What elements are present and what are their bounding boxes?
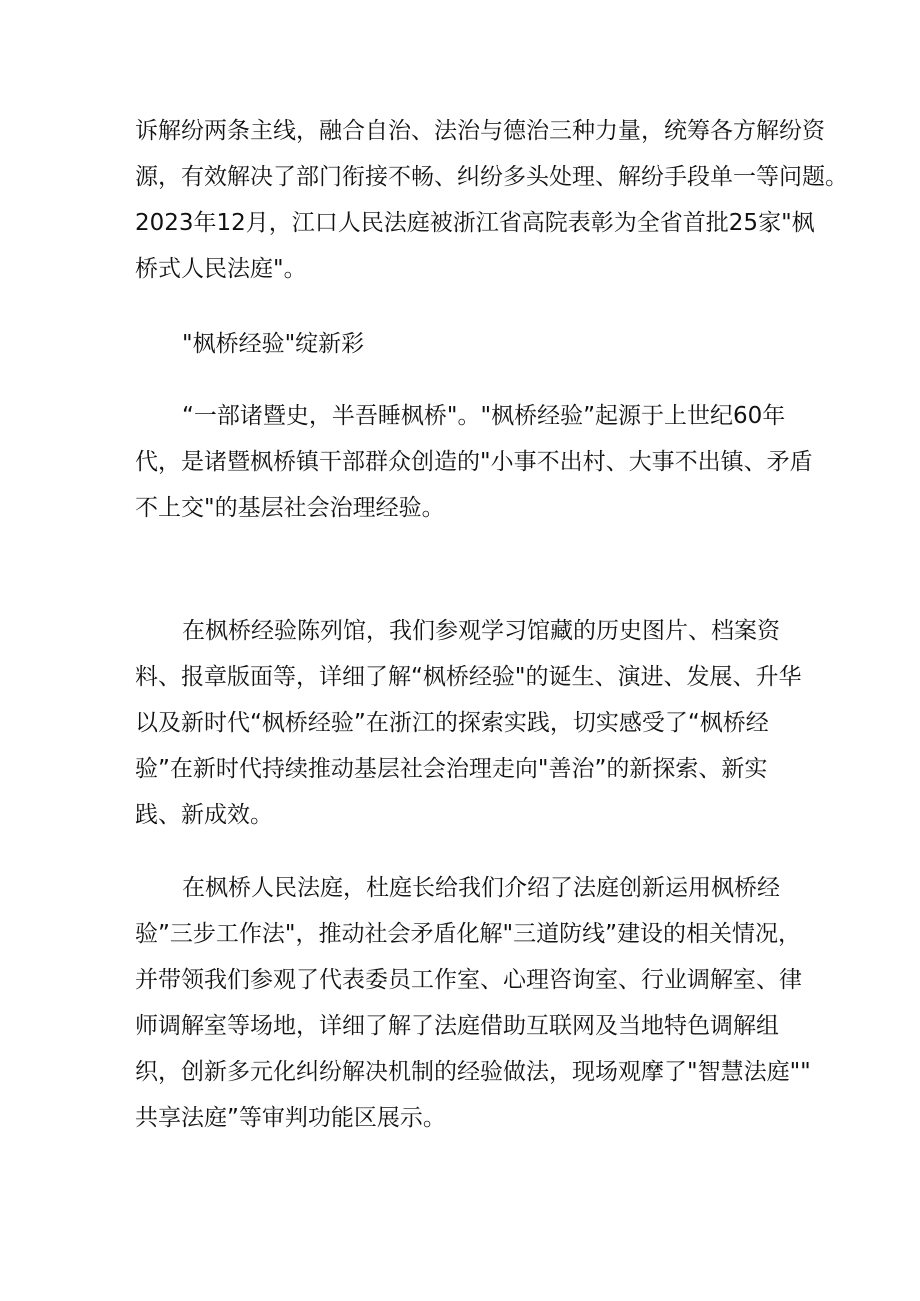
- paragraph-line: 2023年12月，江口人民法庭被浙江省高院表彰为全省首批25家"枫: [135, 210, 815, 236]
- paragraph-line: 源，有效解决了部门衔接不畅、纠纷多头处理、解纷手段单一等问题。: [135, 164, 848, 190]
- paragraph-line: 织，创新多元化纠纷解决机制的经验做法，现场观摩了"智慧法庭"": [135, 1059, 811, 1085]
- paragraph-line: 桥式人民法庭"。: [135, 256, 307, 282]
- paragraph-line: 以及新时代“枫桥经验”在浙江的探索实践，切实感受了“枫桥经: [135, 710, 769, 736]
- paragraph-line: 代，是诸暨枫桥镇干部群众创造的"小事不出村、大事不出镇、矛盾: [135, 449, 813, 475]
- paragraph-line: 共享法庭”等审判功能区展示。: [135, 1105, 446, 1131]
- paragraph-line: 验”在新时代持续推动基层社会治理走向"善治”的新探索、新实: [135, 756, 768, 782]
- paragraph-line: 料、报章版面等，详细了解“枫桥经验"的诞生、演进、发展、升华: [135, 664, 802, 690]
- paragraph-line: 不上交"的基层社会治理经验。: [135, 495, 445, 521]
- paragraph-line: 践、新成效。: [135, 802, 273, 828]
- paragraph-line: 并带领我们参观了代表委员工作室、心理咨询室、行业调解室、律: [135, 967, 802, 993]
- paragraph-line: 验”三步工作法"，推动社会矛盾化解"三道防线”建设的相关情况，: [135, 921, 801, 947]
- section-heading: "枫桥经验"绽新彩: [182, 331, 365, 357]
- paragraph-line: “一部诸暨史，半吾睡枫桥"。"枫桥经验”起源于上世纪60年: [182, 403, 786, 429]
- paragraph-line: 在枫桥人民法庭，杜庭长给我们介绍了法庭创新运用枫桥经: [182, 875, 780, 901]
- paragraph-line: 在枫桥经验陈列馆，我们参观学习馆藏的历史图片、档案资: [182, 618, 780, 644]
- paragraph-line: 诉解纷两条主线，融合自治、法治与德治三种力量，统筹各方解纷资: [135, 118, 825, 144]
- paragraph-line: 师调解室等场地，详细了解了法庭借助互联网及当地特色调解组: [135, 1013, 779, 1039]
